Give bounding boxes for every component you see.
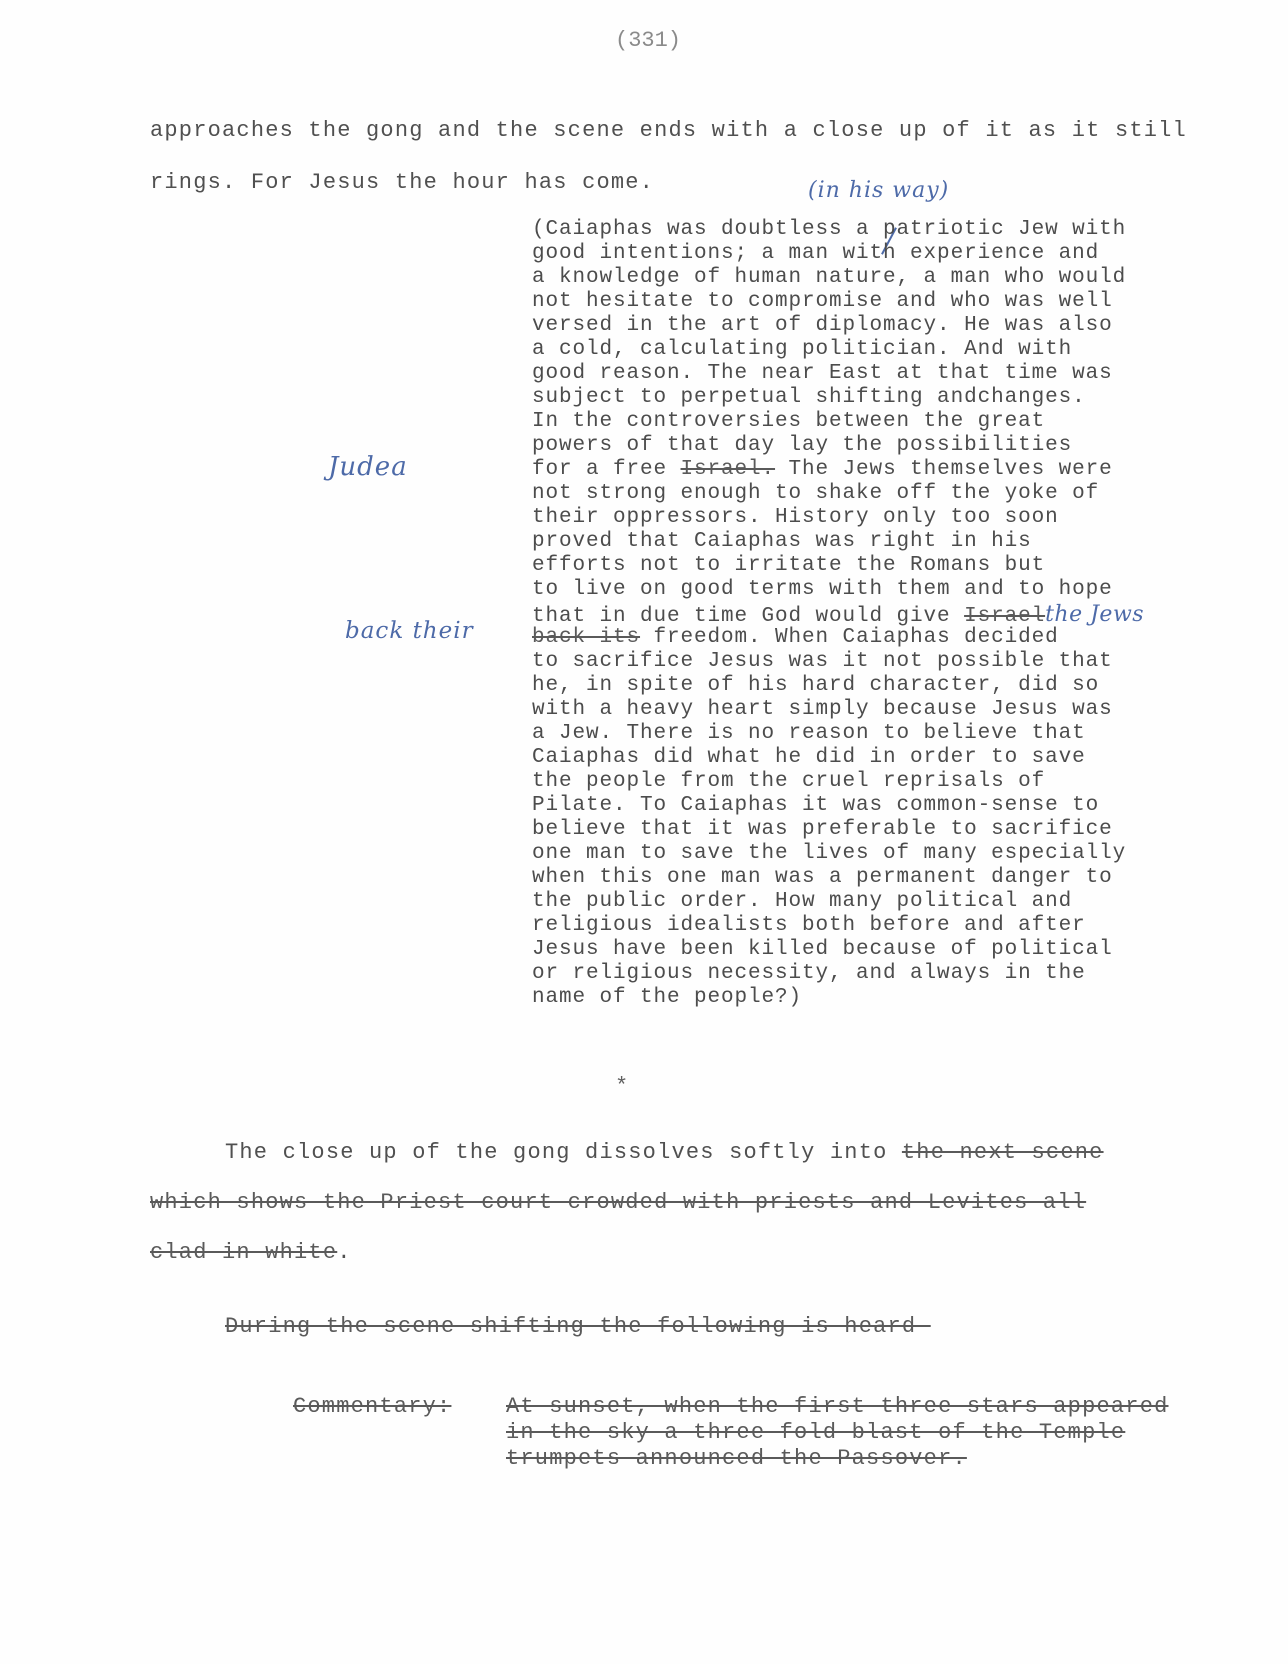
- closing-line-1-plain: The close up of the gong dissolves softly into: [225, 1140, 902, 1165]
- block-line-prefix: for a free: [532, 458, 681, 481]
- block-line: when this one man was a permanent danger to: [532, 866, 1113, 889]
- scene-shift-struck: During the scene-shifting the following is heard-: [225, 1314, 931, 1339]
- block-line: Caiaphas did what he did in order to save: [532, 746, 1086, 769]
- block-line: believe that it was preferable to sacrifice: [532, 818, 1113, 841]
- closing-line-3-struck: clad in white: [150, 1240, 338, 1265]
- block-line-prefix: that in due time God would give: [532, 605, 965, 628]
- block-line: or religious necessity, and always in the: [532, 962, 1086, 985]
- margin-note-judea: Judea: [328, 452, 408, 482]
- commentary-label: [293, 1394, 451, 1419]
- scene-shift-line: [225, 1314, 931, 1339]
- struck-israel-2: Israel: [964, 605, 1046, 628]
- intro-line-1: approaches the gong and the scene ends with a close up of it as it still: [150, 118, 1187, 143]
- block-line: the public order. How many political and: [532, 890, 1073, 913]
- block-line: (Caiaphas was doubtless a patriotic Jew with: [532, 218, 1127, 241]
- block-line: name of the people?): [532, 986, 803, 1009]
- closing-line-1: [225, 1140, 1104, 1165]
- block-line: proved that Caiaphas was right in his: [532, 530, 1032, 553]
- block-line: a cold, calculating politician. And with: [532, 338, 1073, 361]
- block-line: the people from the cruel reprisals of: [532, 770, 1046, 793]
- intro-line-2: rings. For Jesus the hour has come.: [150, 170, 655, 195]
- block-line-give-israel: [532, 602, 1144, 628]
- block-line: efforts not to irritate the Romans but: [532, 554, 1046, 577]
- commentary-line-1-struck: At sunset, when the first three stars appeared: [506, 1394, 1169, 1419]
- commentary-line-2-struck: in the sky a three-fold blast of the Temple: [506, 1420, 1126, 1445]
- block-line: a Jew. There is no reason to believe that: [532, 722, 1086, 745]
- block-line-struck-israel: [532, 458, 1113, 481]
- closing-line-2-struck: which shows the Priest court crowded with priests and Levites all: [150, 1190, 1087, 1215]
- block-line: to live on good terms with them and to hope: [532, 578, 1113, 601]
- page-number: (331): [615, 28, 682, 53]
- closing-line-3-plain: .: [337, 1240, 352, 1265]
- block-line: powers of that day lay the possibilities: [532, 434, 1073, 457]
- struck-back-its: back its: [532, 626, 641, 649]
- block-line-back-its: [532, 626, 1059, 649]
- closing-line-2: [150, 1190, 1086, 1215]
- section-separator: *: [615, 1074, 629, 1099]
- block-line: he, in spite of his hard character, did so: [532, 674, 1100, 697]
- block-line: good intentions; a man with experience and: [532, 242, 1100, 265]
- block-line: good reason. The near East at that time was: [532, 362, 1113, 385]
- commentary-line-3: [506, 1446, 967, 1471]
- commentary-line-3-struck: trumpets announced the Passover.: [506, 1446, 967, 1471]
- handwritten-insertion: (in his way): [808, 178, 950, 203]
- handwritten-the-jews: the Jews: [1045, 602, 1145, 627]
- struck-israel: Israel.: [680, 458, 776, 481]
- block-line: one man to save the lives of many especially: [532, 842, 1127, 865]
- block-line: Pilate. To Caiaphas it was common-sense to: [532, 794, 1100, 817]
- commentary-line-2: [506, 1420, 1125, 1445]
- block-line: not strong enough to shake off the yoke of: [532, 482, 1100, 505]
- block-line: not hesitate to compromise and who was well: [532, 290, 1113, 313]
- block-line: their oppressors. History only too soon: [532, 506, 1059, 529]
- block-line: with a heavy heart simply because Jesus was: [532, 698, 1113, 721]
- block-line: to sacrifice Jesus was it not possible that: [532, 650, 1113, 673]
- margin-note-back-their: back their: [345, 618, 474, 644]
- block-line: Jesus have been killed because of political: [532, 938, 1113, 961]
- closing-line-1-struck: the next scene: [901, 1140, 1104, 1165]
- commentary-line-1: [506, 1394, 1169, 1419]
- block-line: a knowledge of human nature, a man who would: [532, 266, 1127, 289]
- block-line: subject to perpetual shifting andchanges.: [532, 386, 1086, 409]
- block-line: versed in the art of diplomacy. He was also: [532, 314, 1113, 337]
- block-line-suffix: freedom. When Caiaphas decided: [640, 626, 1059, 649]
- closing-line-3: [150, 1240, 352, 1265]
- block-line-suffix: The Jews themselves were: [775, 458, 1113, 481]
- block-line: religious idealists both before and after: [532, 914, 1086, 937]
- block-line: In the controversies between the great: [532, 410, 1046, 433]
- commentary-label-struck: Commentary:: [293, 1394, 452, 1419]
